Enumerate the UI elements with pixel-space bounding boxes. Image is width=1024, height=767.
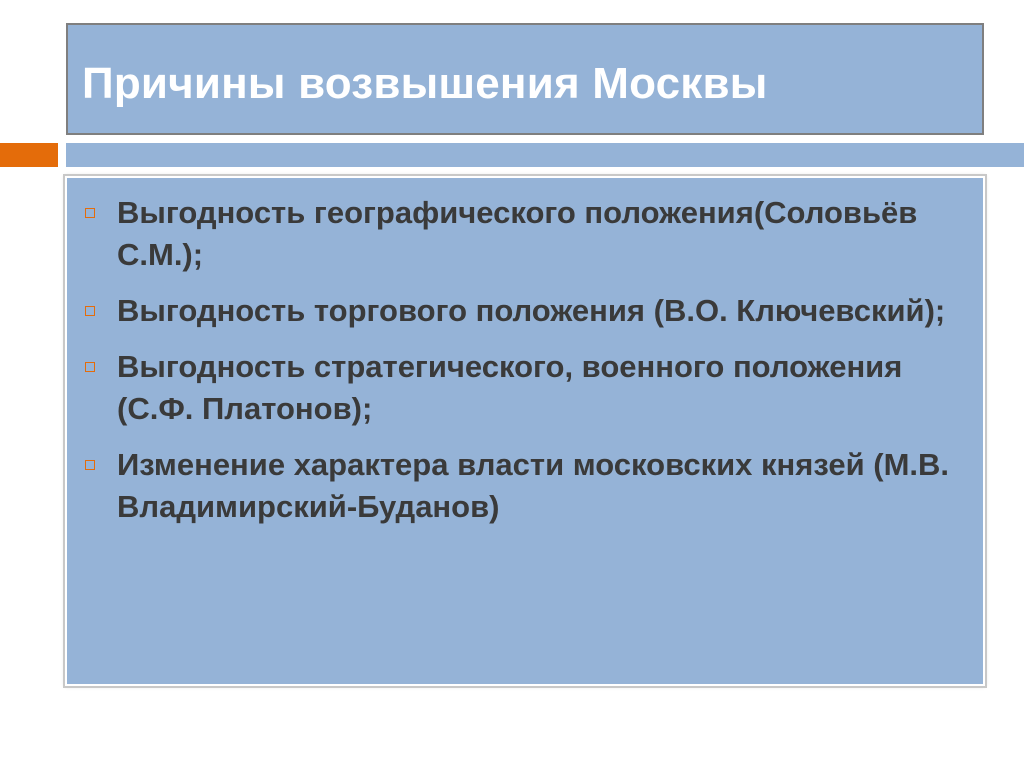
page-title: Причины возвышения Москвы xyxy=(82,59,768,108)
list-item xyxy=(85,346,965,430)
accent-bar-orange xyxy=(0,143,58,167)
title-box xyxy=(66,23,984,135)
bullet-text: Выгодность географического положения(Соловьёв С.М.); xyxy=(117,195,918,272)
hollow-square-icon xyxy=(85,362,95,372)
bullet-text: Изменение характера власти московских князей (М.В. Владимирский-Буданов) xyxy=(117,447,950,524)
hollow-square-icon xyxy=(85,306,95,316)
list-item xyxy=(85,290,965,332)
hollow-square-icon xyxy=(85,460,95,470)
list-item xyxy=(85,444,965,528)
content-box xyxy=(65,176,985,686)
bullet-text: Выгодность торгового положения (В.О. Ключевский); xyxy=(117,293,946,328)
hollow-square-icon xyxy=(85,208,95,218)
bullet-list xyxy=(85,192,965,542)
bullet-text: Выгодность стратегического, военного положения (С.Ф. Платонов); xyxy=(117,349,903,426)
accent-bar-blue xyxy=(66,143,1024,167)
list-item xyxy=(85,192,965,276)
